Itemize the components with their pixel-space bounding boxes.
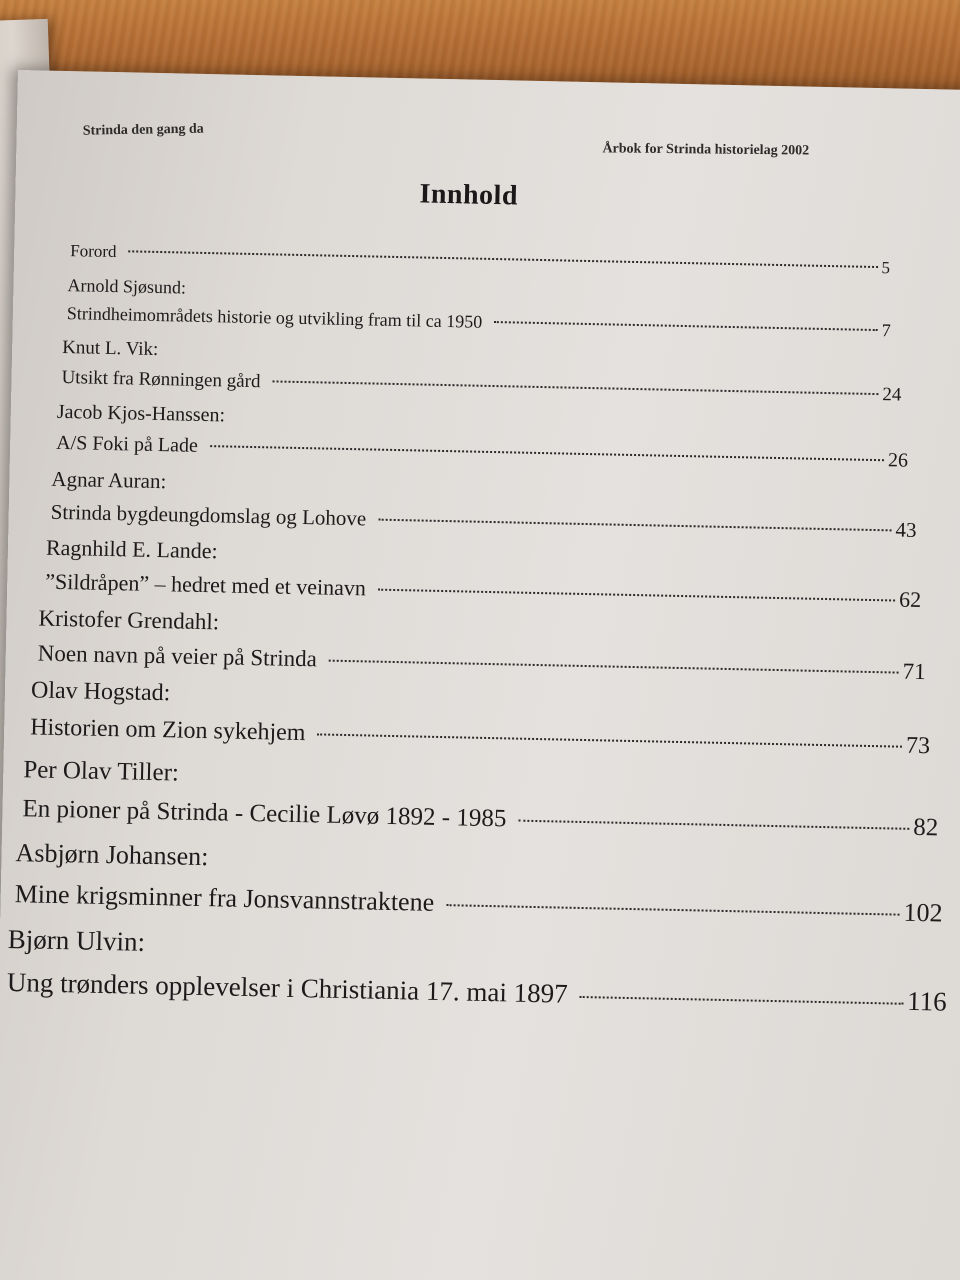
page-title: Innhold: [419, 178, 519, 212]
dot-leader: [378, 519, 891, 532]
toc-article-title: En pioner på Strinda - Cecilie Løvø 1892 - 1985: [22, 795, 507, 833]
toc-article-title: Strindheimområdets historie og utvikling fram til ca 1950: [66, 303, 483, 332]
toc-page-number: 26: [887, 449, 909, 472]
running-header-left: Strinda den gang da: [82, 121, 204, 139]
toc-article-title: Historien om Zion sykehjem: [29, 714, 306, 747]
running-header-right: Årbok for Strinda historielag 2002: [602, 141, 810, 159]
toc-article-title: Forord: [70, 241, 117, 262]
toc-page-number: 116: [906, 985, 948, 1017]
toc-author: Ragnhild E. Lande:: [45, 534, 218, 564]
toc-entry: [6, 918, 948, 1024]
book-page: [0, 70, 960, 1280]
toc-author: Per Olav Tiller:: [23, 756, 180, 787]
toc-page-number: 102: [903, 897, 943, 928]
toc-author: Asbjørn Johansen:: [15, 838, 209, 872]
toc-page-number: 5: [881, 258, 891, 278]
toc-article-title: Mine krigsminner fra Jonsvannstraktene: [14, 879, 435, 917]
dot-leader: [494, 321, 878, 331]
toc-page-number: 7: [881, 320, 891, 341]
dot-leader: [378, 589, 895, 602]
toc-article-title: A/S Foki på Lade: [55, 431, 199, 457]
toc-page-number: 73: [905, 732, 931, 760]
dot-leader: [518, 820, 909, 830]
toc-author: Olav Hogstad:: [30, 677, 171, 707]
toc-entry: [14, 832, 944, 933]
toc-page-number: 62: [898, 586, 922, 613]
toc-author: Agnar Auran:: [51, 466, 167, 494]
toc-page-number: 24: [882, 384, 902, 406]
toc-entry: [22, 750, 939, 847]
dot-leader: [329, 660, 899, 674]
toc-article-title: ”Sildråpen” – hedret med et veinavn: [45, 568, 367, 601]
dot-leader: [272, 380, 878, 395]
toc-entry: [67, 271, 892, 344]
dot-leader: [210, 445, 884, 461]
toc-page-number: 43: [895, 517, 917, 542]
toc-article-title: Noen navn på veier på Strinda: [37, 640, 318, 672]
toc-author: Knut L. Vik:: [61, 336, 159, 360]
dot-leader: [580, 996, 904, 1005]
dot-leader: [446, 904, 899, 915]
toc-page-number: 71: [902, 658, 926, 685]
dot-leader: [317, 733, 902, 747]
toc-author: Jacob Kjos-Hanssen:: [56, 400, 226, 427]
toc-article-title: Strinda bygdeungdomslag og Lohove: [50, 499, 367, 531]
toc-author: Arnold Sjøsund:: [67, 275, 187, 298]
toc-page-number: 82: [913, 813, 939, 842]
dot-leader: [128, 250, 877, 268]
toc-article-title: Ung trønders opplevelser i Christiania 17. mai 1897: [6, 966, 568, 1009]
toc-author: Bjørn Ulvin:: [7, 923, 146, 957]
toc-author: Kristofer Grendahl:: [38, 605, 220, 635]
toc-article-title: Utsikt fra Rønningen gård: [61, 366, 261, 393]
